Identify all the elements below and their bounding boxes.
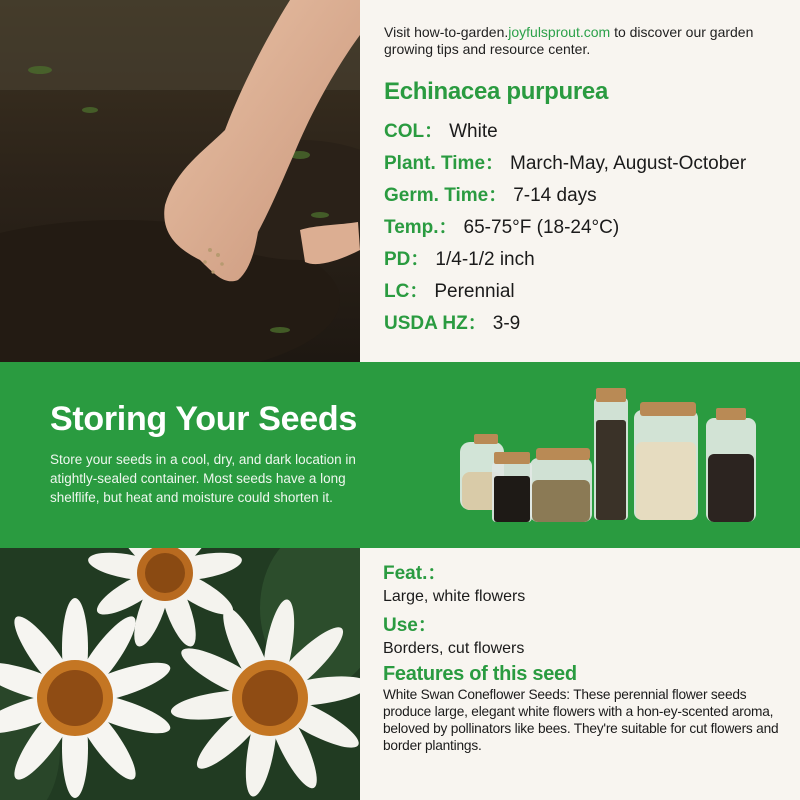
coneflower-illustration — [0, 548, 360, 800]
visit-website-text — [384, 24, 800, 58]
spec-key: Germ. Time： — [384, 185, 508, 206]
seed-jars-illustration — [452, 380, 772, 532]
spec-value: White — [449, 121, 498, 142]
spec-list — [384, 116, 800, 340]
bottom-section — [0, 548, 800, 800]
use-label: Use： — [383, 615, 437, 636]
spec-value: Perennial — [434, 281, 515, 302]
visit-suffix: to discover our garden growing tips and resource center. — [384, 24, 754, 57]
soil-hand-photo — [0, 0, 360, 362]
spec-value: 65-75°F (18-24°C) — [463, 217, 620, 238]
spec-key: PD： — [384, 249, 430, 270]
spec-row-life-cycle — [384, 276, 800, 308]
spec-key: Plant. Time： — [384, 153, 505, 174]
spec-row-germination-time — [384, 180, 800, 212]
seed-jar-icon — [706, 408, 756, 522]
features-panel — [360, 548, 800, 800]
spec-row-usda-zone — [384, 308, 800, 340]
spec-value: 7-14 days — [513, 185, 597, 206]
spec-value: 3-9 — [492, 313, 521, 334]
feat-label: Feat.： — [383, 563, 447, 584]
spec-key: LC： — [384, 281, 429, 302]
seed-jar-icon — [634, 402, 698, 520]
spec-row-plant-time — [384, 148, 800, 180]
spec-row-color — [384, 116, 800, 148]
species-title: Echinacea purpurea — [384, 78, 609, 105]
spec-key: COL： — [384, 121, 444, 142]
spec-row-planting-depth — [384, 244, 800, 276]
seed-jar-icon — [530, 448, 592, 522]
spec-key: USDA HZ： — [384, 313, 487, 334]
visit-prefix: Visit how-to-garden. — [384, 24, 509, 40]
features-body: White Swan Coneflower Seeds: These perennial flower seeds produce large, elegant white flowers with a hon-ey-scented aroma, beloved by pollinators like bees. They're suitable for cut flowers and border plantings. — [383, 687, 779, 753]
spec-value: March-May, August-October — [510, 153, 747, 174]
soil-hand-illustration — [0, 0, 360, 362]
website-link[interactable]: joyfulsprout.com — [508, 24, 611, 40]
seed-jar-icon — [492, 452, 532, 522]
storing-text: Store your seeds in a cool, dry, and dark location in atightly-sealed container. Most seeds have a long shelflife, but heat and moisture could shorten it. — [50, 452, 356, 505]
coneflower-photo — [0, 548, 360, 800]
spec-key: Temp.： — [384, 217, 458, 238]
feat-value: Large, white flowers — [383, 588, 526, 605]
use-value: Borders, cut flowers — [383, 640, 525, 657]
seed-jar-icon — [594, 388, 628, 520]
features-title: Features of this seed — [383, 663, 577, 685]
spec-value: 1/4-1/2 inch — [435, 249, 535, 270]
top-section — [0, 0, 800, 362]
storing-title: Storing Your Seeds — [50, 400, 357, 438]
spec-row-temperature — [384, 212, 800, 244]
storing-seeds-band — [0, 362, 800, 548]
species-info-panel — [360, 0, 800, 362]
